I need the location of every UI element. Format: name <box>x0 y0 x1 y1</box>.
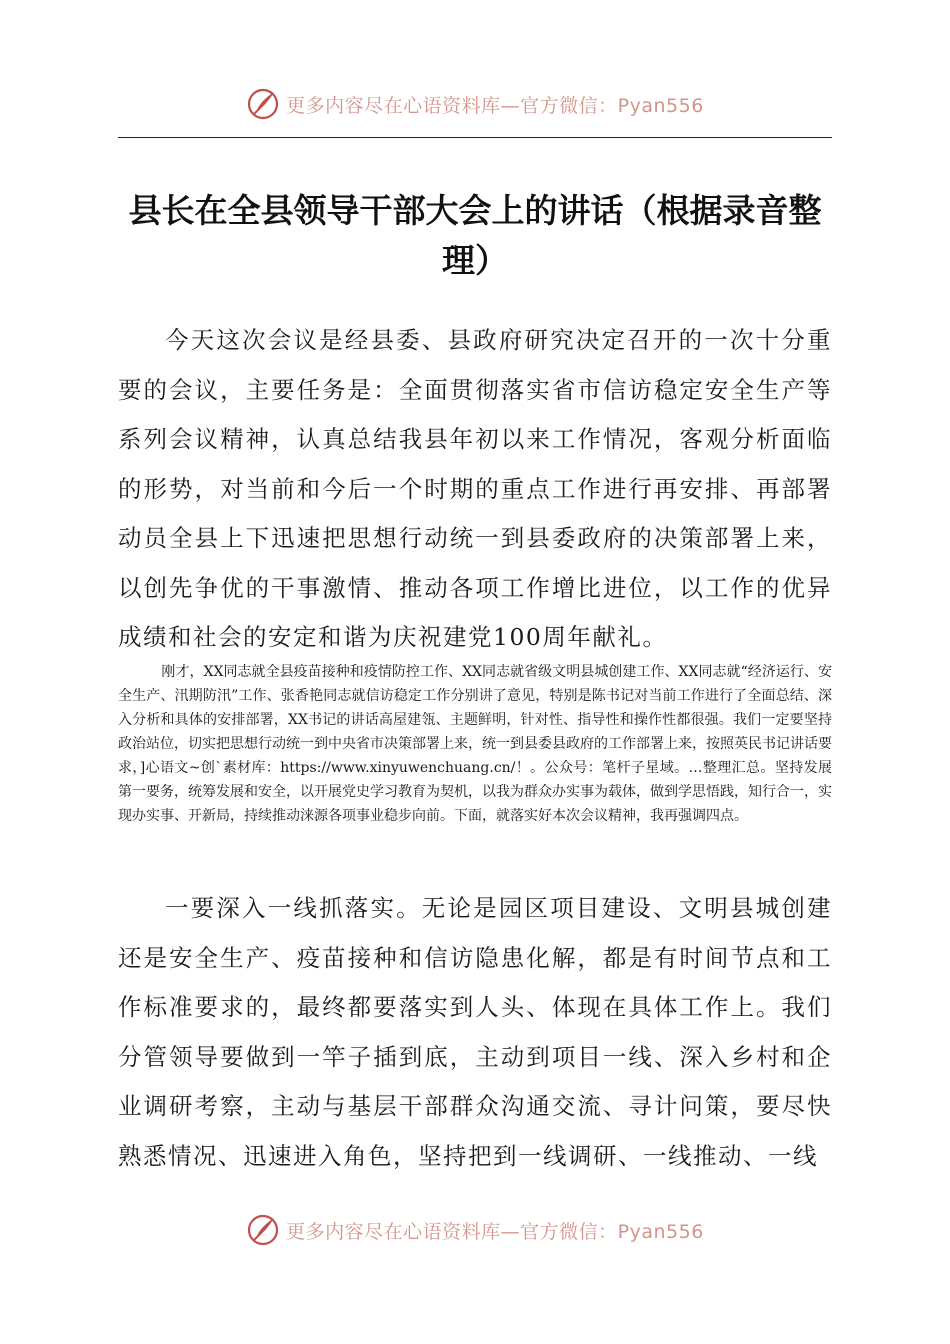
paragraph-summary: 刚才，XX同志就全县疫苗接种和疫情防控工作、XX同志就省级文明县城创建工作、XX同志就“经济运行、安全生产、汛期防汛”工作、张香艳同志就信访稳定工作分别讲了意见，特别是陈书记对当前工作进行了全面总结、深入分析和具体的安排部署，XX书记的讲话高屋建瓴、主题鲜明，针对性、指导性和操作性都很强。我们一定要坚持政治站位，切实把思想行动统一到中央省市决策部署上来，统一到县委县政府的工作部署上来，按照英民书记讲话要求，]心语文~创`素材库：https://www.xinyuwenchuang.cn/！。公众号：笔杆子星域。…整理汇总。坚持发展第一要务，统筹发展和安全，以开展党史学习教育为契机，以我为群众办实事为载体，做到学思悟践，知行合一，实现办实事、开新局，持续推动涞源各项事业稳步向前。下面，就落实好本次会议精神，我再强调四点。 <box>118 664 832 824</box>
footer-banner <box>0 1210 950 1250</box>
paragraph-point-one: 一要深入一线抓落实。无论是园区项目建设、文明县城创建还是安全生产、疫苗接种和信访隐患化解，都是有时间节点和工作标准要求的，最终都要落实到人头、体现在具体工作上。我们分管领导要做到一竿子插到底，主动到项目一线、深入乡村和企业调研考察，主动与基层干部群众沟通交流、寻计问策，要尽快熟悉情况、迅速进入角色，坚持把到一线调研、一线推动、一线 <box>118 894 832 1170</box>
header-divider <box>118 137 832 138</box>
page-title: 县长在全县领导干部大会上的讲话（根据录音整理） <box>128 191 822 280</box>
header-banner <box>0 84 950 124</box>
quill-circle-logo-icon <box>246 87 280 121</box>
quill-circle-logo-icon <box>246 1213 280 1247</box>
banner-text: 更多内容尽在心语资料库—官方微信：Pyan556 <box>286 94 704 117</box>
banner-text: 更多内容尽在心语资料库—官方微信：Pyan556 <box>286 1220 704 1243</box>
paragraph-intro: 今天这次会议是经县委、县政府研究决定召开的一次十分重要的会议，主要任务是：全面贯彻落实省市信访稳定安全生产等系列会议精神，认真总结我县年初以来工作情况，客观分析面临的形势，对当前和今后一个时期的重点工作进行再安排、再部署动员全县上下迅速把思想行动统一到县委政府的决策部署上来，以创先争优的干事激情、推动各项工作增比进位，以工作的优异成绩和社会的安定和谐为庆祝建党100周年献礼。 <box>118 326 832 651</box>
